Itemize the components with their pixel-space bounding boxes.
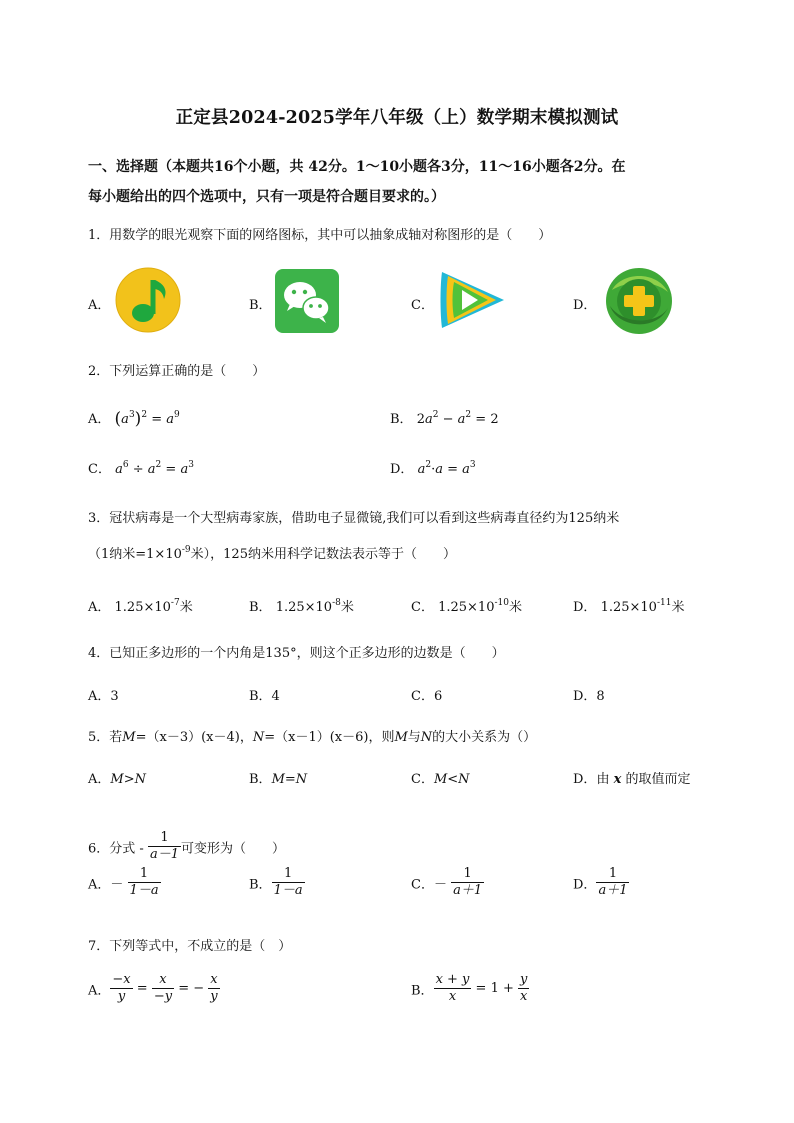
q3-option-b-label: B． <box>249 600 272 615</box>
page-title: 正定县2024-2025学年八年级（上）数学期末模拟测试 <box>175 108 619 128</box>
q6-option-a-numerator: 1 <box>128 866 161 883</box>
q6-stem-fraction <box>148 830 181 864</box>
q3-stem-exponent: -9 <box>181 545 191 555</box>
q6-option-d-label: D． <box>573 877 597 893</box>
q5-stem-part-e: 的大小关系为（） <box>432 730 537 745</box>
q3-stem-part-b: 米），125纳米用科学记数法表示等于（ ） <box>190 547 456 562</box>
q3-option-c[interactable] <box>411 596 522 615</box>
q6-option-c-fraction <box>451 866 484 900</box>
q2-option-a-expression: $(a^3)^2 = a^9$ <box>114 409 180 429</box>
q2-option-c[interactable] <box>88 458 194 477</box>
question-5-stem <box>88 726 536 745</box>
q3-option-b-unit: 米 <box>340 600 354 615</box>
q5-option-c-label: C． <box>411 772 434 787</box>
q3-option-d-exp: -11 <box>656 598 672 608</box>
q5-stem-part-c: =（x－1）(x－6)，则 <box>264 730 395 745</box>
q3-option-d-base: 1.25×10 <box>600 600 657 615</box>
q3-option-d[interactable] <box>573 596 684 615</box>
q1-option-a-label: A． <box>88 298 111 313</box>
q6-option-c-label: C． <box>411 877 434 893</box>
q6-stem-fraction-denominator: a－1 <box>149 847 179 863</box>
q5-option-a-label: A． <box>88 772 111 787</box>
q5-option-b-label: B． <box>249 772 272 787</box>
q3-option-d-label: D． <box>573 600 597 615</box>
q7-option-b[interactable] <box>411 972 529 1006</box>
q7-option-a[interactable] <box>88 972 220 1006</box>
q5-option-d-variable: x <box>613 772 622 787</box>
q6-option-d-fraction <box>596 866 629 900</box>
q6-stem-part-b: 可变形为（ ） <box>180 841 285 857</box>
q5-variable-n: N <box>252 730 265 745</box>
q7-option-b-label: B． <box>411 983 434 999</box>
q6-stem-part-a: 6．分式 - <box>88 841 148 857</box>
q7-option-a-expression: $\frac{-x}{y}$ = $\frac{x}{-y}$ = − $\frac{x}{y}$ <box>112 972 218 1005</box>
q3-option-b-exp: -8 <box>332 598 341 608</box>
q2-option-a-label: A． <box>88 412 111 427</box>
q5-stem-part-a: 5．若 <box>88 730 123 745</box>
q6-option-b[interactable] <box>249 866 305 900</box>
q4-option-b[interactable]: B．4 <box>249 689 280 704</box>
q6-option-c[interactable] <box>411 866 484 900</box>
q3-option-c-unit: 米 <box>508 600 522 615</box>
section-heading-line-2: 每小题给出的四个选项中，只有一项是符合题目要求的。） <box>88 189 445 205</box>
q6-option-c-numerator: 1 <box>451 866 484 883</box>
q5-option-b[interactable] <box>249 768 307 787</box>
q2-option-a[interactable] <box>88 408 180 429</box>
q1-option-b-label: B． <box>249 298 272 313</box>
q6-option-c-denominator: a＋1 <box>453 883 483 899</box>
q6-option-b-label: B． <box>249 877 272 893</box>
q3-stem-part-a: （1纳米=1×10 <box>88 547 182 562</box>
section-heading <box>88 152 718 212</box>
q5-option-c[interactable] <box>411 768 470 787</box>
q6-option-c-sign: － <box>433 877 447 893</box>
q4-option-a[interactable]: A．3 <box>88 689 119 704</box>
q1-option-c-label: C． <box>411 298 434 313</box>
q5-option-d-text-b: 的取值而定 <box>621 772 691 787</box>
q3-option-a-unit: 米 <box>179 600 193 615</box>
q6-option-d-denominator: a＋1 <box>598 883 628 899</box>
q5-option-c-text: M<N <box>433 772 470 787</box>
question-1-stem: 1．用数学的眼光观察下面的网络图标，其中可以抽象成轴对称图形的是（ ） <box>88 228 552 243</box>
q6-stem-fraction-numerator: 1 <box>148 830 181 847</box>
q2-option-b-expression: $2a^2 - a^2 = 2$ <box>416 410 499 427</box>
q6-option-b-numerator: 1 <box>272 866 305 883</box>
q4-option-d[interactable]: D．8 <box>573 689 605 704</box>
q3-option-c-label: C． <box>411 600 434 615</box>
q3-option-a[interactable] <box>88 596 193 615</box>
q3-option-d-unit: 米 <box>671 600 685 615</box>
q5-option-d-label: D． <box>573 772 597 787</box>
q5-option-a-text: M>N <box>110 772 146 787</box>
q2-option-c-expression: $a^6 \div a^2 = a^3$ <box>115 460 194 477</box>
q5-option-a[interactable] <box>88 768 146 787</box>
q5-option-d[interactable] <box>573 768 690 787</box>
q5-variable-m: M <box>122 730 136 745</box>
q3-option-c-exp: -10 <box>494 598 509 608</box>
q3-option-b[interactable] <box>249 596 354 615</box>
q6-option-a[interactable] <box>88 866 161 900</box>
360-security-icon <box>604 266 674 340</box>
q7-option-a-label: A． <box>88 983 111 999</box>
question-7-stem: 7．下列等式中，不成立的是（ ） <box>88 939 292 954</box>
q7-option-b-expression: $\frac{x + y}{x}$ = 1 + $\frac{y}{x}$ <box>435 972 528 1005</box>
q2-option-b[interactable] <box>390 408 499 427</box>
q6-option-d[interactable] <box>573 866 629 900</box>
q5-option-b-text: M=N <box>271 772 308 787</box>
q5-stem-part-b: =（x－3）(x－4)， <box>135 730 253 745</box>
q3-option-c-base: 1.25×10 <box>438 600 495 615</box>
q2-option-d-label: D． <box>390 462 414 477</box>
section-heading-line-1: 一、选择题（本题共16个小题，共 42分。1～10小题各3分，11～16小题各2分。在 <box>88 159 626 175</box>
q6-option-a-fraction <box>128 866 161 900</box>
q3-option-a-base: 1.25×10 <box>114 600 171 615</box>
q6-option-a-sign: － <box>110 877 124 893</box>
q3-option-a-label: A． <box>88 600 111 615</box>
question-2-stem: 2．下列运算正确的是（ ） <box>88 364 266 379</box>
q6-option-b-fraction <box>272 866 305 900</box>
question-6-stem <box>88 830 285 864</box>
tencent-video-icon <box>436 266 508 338</box>
question-3-stem-line-1: 3．冠状病毒是一个大型病毒家族，借助电子显微镜,我们可以看到这些病毒直径约为125纳米 <box>88 511 620 526</box>
q3-option-a-exp: -7 <box>170 598 180 608</box>
q2-option-d-expression: $a^2\cdot a = a^3$ <box>417 460 476 477</box>
wechat-icon <box>275 269 339 337</box>
q5-stem-part-d: 与 <box>407 730 421 745</box>
q2-option-d[interactable] <box>390 458 476 477</box>
q1-option-d-label: D． <box>573 298 597 313</box>
qq-music-icon <box>114 266 182 338</box>
q6-option-b-denominator: 1－a <box>273 883 303 899</box>
q6-option-a-label: A． <box>88 877 111 893</box>
q5-variable-m-2: M <box>394 730 408 745</box>
question-3-stem-line-2 <box>88 543 456 562</box>
q5-variable-n-2: N <box>420 730 433 745</box>
q2-option-b-label: B． <box>390 412 413 427</box>
q4-option-c[interactable]: C．6 <box>411 689 443 704</box>
q3-option-b-base: 1.25×10 <box>275 600 333 615</box>
q6-option-d-numerator: 1 <box>596 866 629 883</box>
q6-option-a-denominator: 1－a <box>129 883 159 899</box>
q2-option-c-label: C． <box>88 462 111 477</box>
question-4-stem: 4．已知正多边形的一个内角是135°，则这个正多边形的边数是（ ） <box>88 646 505 661</box>
q5-option-d-text-a: 由 <box>596 772 614 787</box>
